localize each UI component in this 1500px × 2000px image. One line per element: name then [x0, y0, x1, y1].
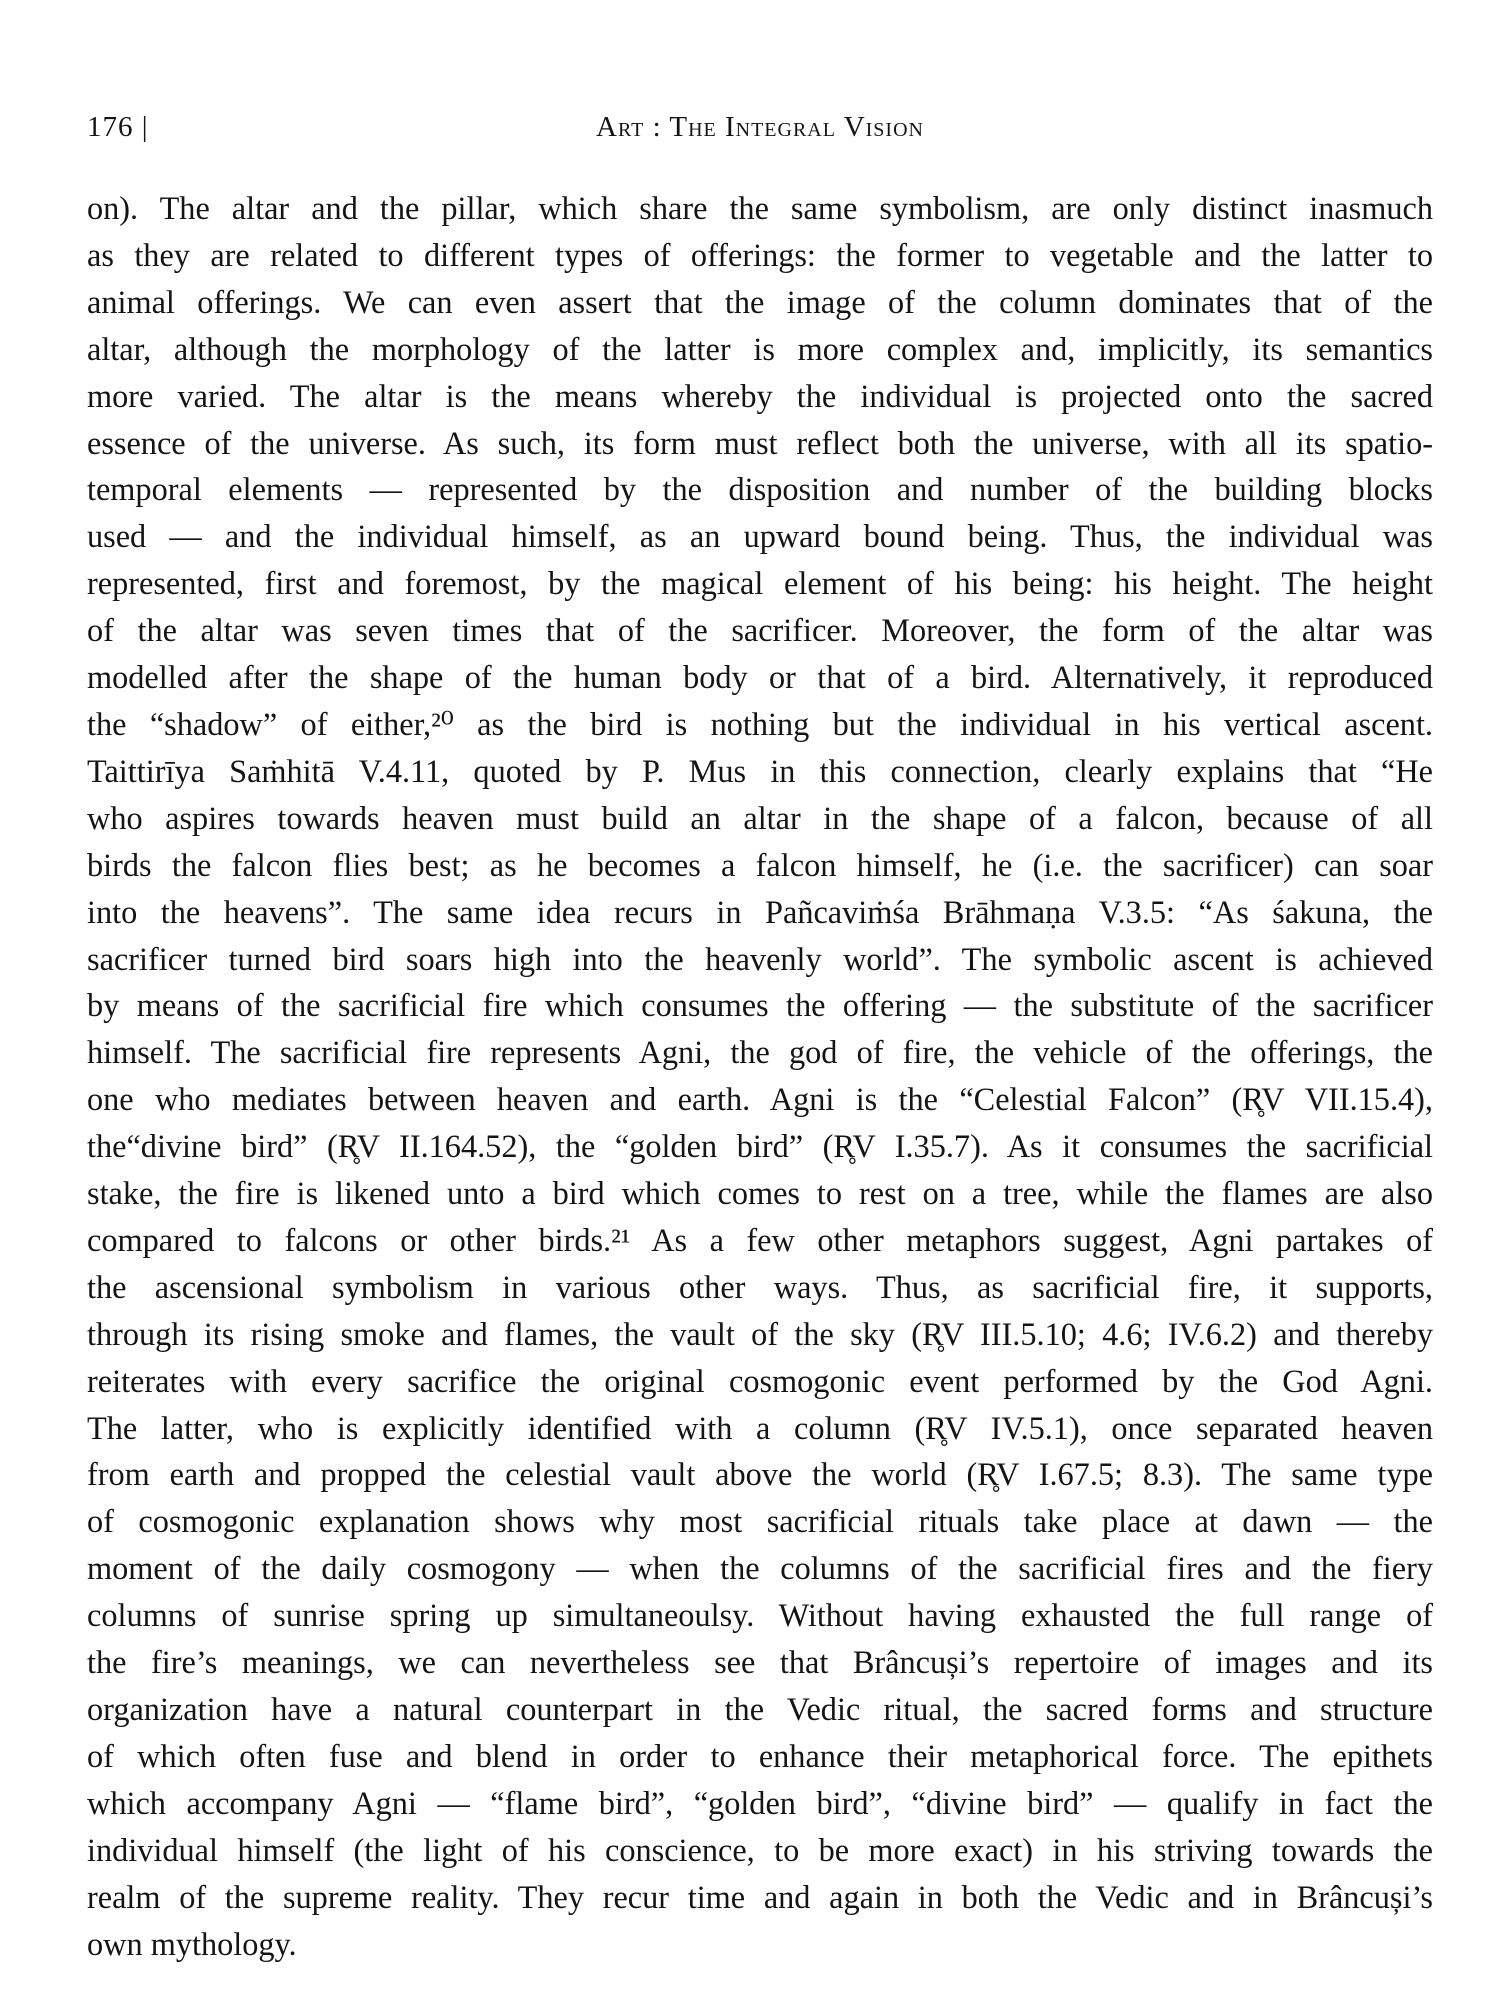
- text-line: essence of the universe. As such, its form must reflect both the universe, with all its spatio-: [87, 424, 1433, 461]
- text-line: who aspires towards heaven must build an altar in the shape of a falcon, because of all: [87, 799, 1433, 836]
- text-line: from earth and propped the celestial vault above the world (R̥V I.67.5; 8.3). The same type: [87, 1456, 1433, 1493]
- text-line: altar, although the morphology of the latter is more complex and, implicitly, its semantics: [87, 330, 1433, 367]
- text-line: through its rising smoke and flames, the vault of the sky (R̥V III.5.10; 4.6; IV.6.2) and thereby: [87, 1315, 1433, 1352]
- text-line: represented, first and foremost, by the magical element of his being: his height. The height: [87, 565, 1433, 602]
- page-header: [87, 105, 1433, 149]
- running-head: Art : The Integral Vision: [596, 111, 924, 143]
- page-number: 176 |: [87, 111, 149, 143]
- text-line: organization have a natural counterpart in the Vedic ritual, the sacred forms and structure: [87, 1691, 1433, 1727]
- text-line: sacrificer turned bird soars high into the heavenly world”. The symbolic ascent is achieved: [87, 940, 1433, 977]
- text-line: animal offerings. We can even assert that the image of the column dominates that of the: [87, 283, 1433, 320]
- text-line: own mythology.: [87, 1925, 297, 1962]
- text-line: stake, the fire is likened unto a bird which comes to rest on a tree, while the flames are also: [87, 1175, 1433, 1212]
- text-line: more varied. The altar is the means whereby the individual is projected onto the sacred: [87, 377, 1433, 414]
- text-line: columns of sunrise spring up simultaneoulsy. Without having exhausted the full range of: [87, 1597, 1433, 1634]
- text-line: moment of the daily cosmogony — when the columns of the sacrificial fires and the fiery: [87, 1550, 1433, 1587]
- text-line: as they are related to different types of offerings: the former to vegetable and the latter to: [87, 236, 1433, 273]
- text-line: the“divine bird” (R̥V II.164.52), the “golden bird” (R̥V I.35.7). As it consumes the sacrificial: [87, 1128, 1433, 1165]
- text-line: one who mediates between heaven and earth. Agni is the “Celestial Falcon” (R̥V VII.15.4),: [87, 1081, 1433, 1118]
- text-line: realm of the supreme reality. They recur time and again in both the Vedic and in Brâncuși’s: [87, 1878, 1433, 1915]
- text-line: the “shadow” of either,²⁰ as the bird is nothing but the individual in his vertical ascent.: [87, 705, 1433, 742]
- text-line: which accompany Agni — “flame bird”, “golden bird”, “divine bird” — qualify in fact the: [87, 1784, 1433, 1821]
- text-line: Taittirīya Saṁhitā V.4.11, quoted by P. Mus in this connection, clearly explains that “He: [87, 752, 1433, 789]
- text-line: himself. The sacrificial fire represents Agni, the god of fire, the vehicle of the offerings, the: [87, 1034, 1433, 1071]
- text-line: reiterates with every sacrifice the original cosmogonic event performed by the God Agni.: [87, 1362, 1433, 1399]
- text-line: compared to falcons or other birds.²¹ As a few other metaphors suggest, Agni partakes of: [87, 1221, 1433, 1258]
- book-page: [87, 105, 1433, 1967]
- text-line: modelled after the shape of the human body or that of a bird. Alternatively, it reproduced: [87, 659, 1433, 696]
- text-line: the ascensional symbolism in various other ways. Thus, as sacrificial fire, it supports,: [87, 1268, 1433, 1305]
- body-text: [87, 185, 1433, 1967]
- text-line: of the altar was seven times that of the sacrificer. Moreover, the form of the altar was: [87, 612, 1433, 649]
- text-line: the fire’s meanings, we can nevertheless see that Brâncuși’s repertoire of images and its: [87, 1644, 1433, 1681]
- text-line: individual himself (the light of his conscience, to be more exact) in his striving towards the: [87, 1831, 1433, 1868]
- text-line: used — and the individual himself, as an upward bound being. Thus, the individual was: [87, 518, 1433, 555]
- text-line: The latter, who is explicitly identified with a column (R̥V IV.5.1), once separated heaven: [87, 1409, 1433, 1446]
- text-line: of which often fuse and blend in order to enhance their metaphorical force. The epithets: [87, 1737, 1433, 1774]
- text-line: on). The altar and the pillar, which share the same symbolism, are only distinct inasmuch: [87, 190, 1433, 226]
- text-line: of cosmogonic explanation shows why most sacrificial rituals take place at dawn — the: [87, 1503, 1433, 1540]
- text-line: by means of the sacrificial fire which consumes the offering — the substitute of the sacrificer: [87, 987, 1433, 1024]
- text-line: temporal elements — represented by the disposition and number of the building blocks: [87, 471, 1433, 508]
- text-line: birds the falcon flies best; as he becomes a falcon himself, he (i.e. the sacrificer) can soar: [87, 846, 1433, 883]
- text-line: into the heavens”. The same idea recurs in Pañcaviṁśa Brāhmaṇa V.3.5: “As śakuna, the: [87, 893, 1433, 930]
